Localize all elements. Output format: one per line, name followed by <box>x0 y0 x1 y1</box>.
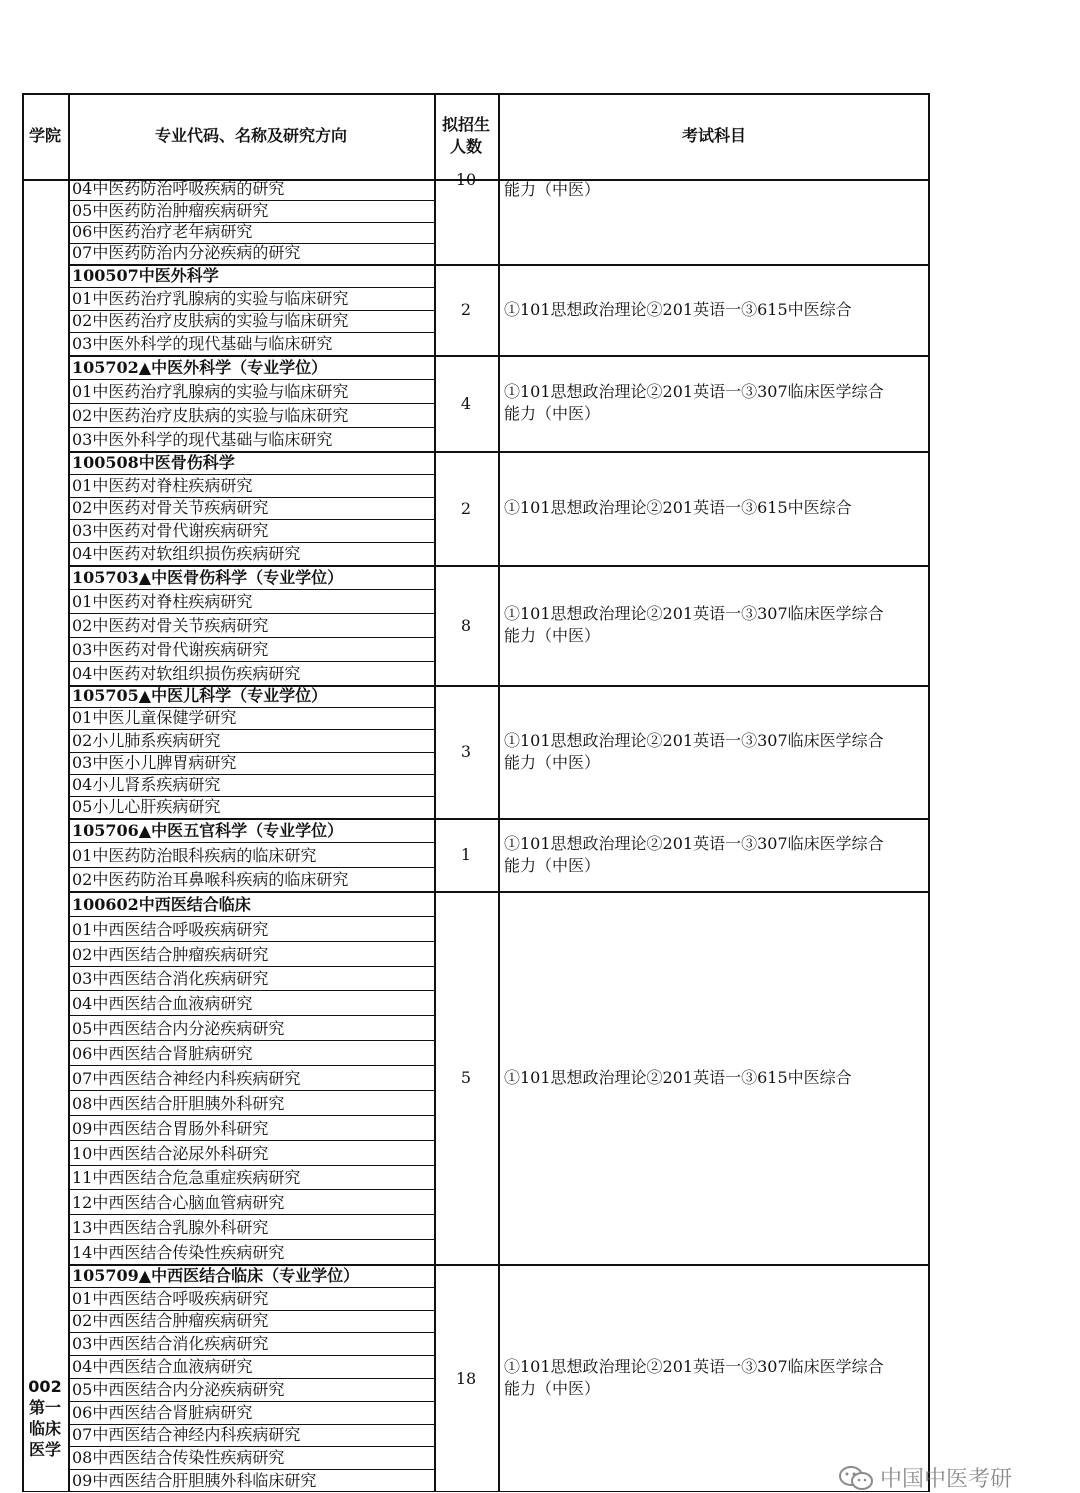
research-direction: 02中医药防治耳鼻喉科疾病的临床研究 <box>72 870 349 889</box>
research-direction: 09中西医结合肝胆胰外科临床研究 <box>72 1471 317 1490</box>
enrollment-count: 3 <box>460 742 472 761</box>
row-divider <box>70 941 434 942</box>
research-direction: 02中西医结合肿瘤疾病研究 <box>72 1311 269 1331</box>
exam-subject-line: ①101思想政治理论②201英语一③615中医综合 <box>504 1067 852 1087</box>
research-direction: 03中医药对骨代谢疾病研究 <box>72 521 269 541</box>
research-direction: 01中医儿童保健学研究 <box>72 708 237 728</box>
row-divider <box>70 1189 434 1190</box>
research-direction: 02中医药对骨关节疾病研究 <box>72 498 269 518</box>
row-divider <box>70 966 434 967</box>
research-direction: 04中西医结合血液病研究 <box>72 994 253 1014</box>
table-border-top <box>22 93 930 95</box>
research-direction: 01中医药防治眼科疾病的临床研究 <box>72 845 317 865</box>
research-direction: 02中医药治疗皮肤病的实验与临床研究 <box>72 406 349 425</box>
research-direction: 09中西医结合胃肠外科研究 <box>72 1118 269 1138</box>
header-count <box>434 93 498 179</box>
exam-subjects <box>504 833 884 877</box>
header-major: 专业代码、名称及研究方向 <box>154 126 347 145</box>
research-direction: 07中西医结合神经内科疾病研究 <box>72 1068 301 1088</box>
watermark <box>838 1462 1012 1493</box>
research-direction: 13中西医结合乳腺外科研究 <box>72 1218 269 1238</box>
exam-cell <box>504 891 926 1264</box>
row-divider <box>70 1378 434 1379</box>
research-direction: 04中医药防治呼吸疾病的研究 <box>72 179 285 199</box>
exam-cell <box>504 179 926 205</box>
row-divider <box>70 1015 434 1016</box>
row-divider <box>70 1239 434 1240</box>
college-name-2: 临床 <box>28 1419 61 1438</box>
row-divider <box>70 867 434 868</box>
research-direction: 03中医药对骨代谢疾病研究 <box>72 640 269 659</box>
row-divider <box>70 1401 434 1402</box>
exam-subject-line: 能力（中医） <box>504 1379 601 1398</box>
exam-cell <box>504 565 926 685</box>
research-direction: 08中西医结合传染性疾病研究 <box>72 1448 285 1468</box>
enrollment-count: 10 <box>455 169 477 189</box>
enrollment-count: 1 <box>460 845 472 864</box>
wechat-icon <box>838 1465 874 1491</box>
row-divider <box>70 427 434 428</box>
research-direction: 14中西医结合传染性疾病研究 <box>72 1243 285 1262</box>
exam-subjects <box>504 381 884 425</box>
research-direction: 01中医药对脊柱疾病研究 <box>72 592 253 611</box>
row-divider <box>70 1065 434 1066</box>
row-divider <box>70 1090 434 1091</box>
col-divider-3 <box>498 93 500 1492</box>
research-direction: 08中西医结合肝胆胰外科研究 <box>72 1093 285 1113</box>
exam-subject-line: 能力（中医） <box>504 404 601 423</box>
table-border-left <box>22 93 24 1492</box>
major-title: 105705▲中医儿科学（专业学位） <box>72 686 328 706</box>
row-divider <box>70 1287 434 1288</box>
row-divider <box>70 403 434 404</box>
enrollment-count: 18 <box>455 1368 477 1388</box>
row-divider <box>70 916 434 917</box>
research-direction: 03中医小儿脾胃病研究 <box>72 752 237 772</box>
research-direction: 06中西医结合肾脏病研究 <box>72 1044 253 1064</box>
major-title: 100508中医骨伤科学 <box>72 452 235 472</box>
row-divider <box>70 1115 434 1116</box>
research-direction: 03中西医结合消化疾病研究 <box>72 1334 269 1354</box>
exam-subject-line: 能力（中医） <box>504 752 601 772</box>
enrollment-count: 8 <box>460 615 472 635</box>
exam-cell <box>504 818 926 891</box>
exam-subjects <box>504 1356 884 1400</box>
enrollment-count: 2 <box>460 498 472 518</box>
row-divider <box>70 474 434 475</box>
research-direction: 01中西医结合呼吸疾病研究 <box>72 919 269 939</box>
exam-subjects <box>504 299 852 321</box>
research-direction: 06中西医结合肾脏病研究 <box>72 1402 253 1422</box>
research-direction: 12中西医结合心脑血管病研究 <box>72 1193 285 1213</box>
research-direction: 03中西医结合消化疾病研究 <box>72 969 269 989</box>
exam-subject-line: 能力（中医） <box>504 180 601 199</box>
research-direction: 01中医药治疗乳腺病的实验与临床研究 <box>72 382 349 401</box>
major-title: 105706▲中医五官科学（专业学位） <box>72 821 344 841</box>
research-direction: 10中西医结合泌尿外科研究 <box>72 1143 269 1163</box>
row-divider <box>70 1165 434 1166</box>
research-direction: 05中西医结合内分泌疾病研究 <box>72 1019 285 1039</box>
research-direction: 04小儿肾系疾病研究 <box>72 774 221 794</box>
row-divider <box>70 287 434 288</box>
research-direction: 04中西医结合血液病研究 <box>72 1357 253 1376</box>
row-divider <box>70 661 434 662</box>
exam-cell <box>504 685 926 818</box>
college-label <box>22 1376 68 1460</box>
admissions-table <box>22 93 930 1492</box>
major-title: 105702▲中医外科学（专业学位） <box>72 358 328 377</box>
research-direction: 03中医外科学的现代基础与临床研究 <box>72 430 333 449</box>
exam-subject-line: 能力（中医） <box>504 855 601 875</box>
col-divider-1 <box>68 93 70 1492</box>
row-divider <box>70 1214 434 1215</box>
exam-cell <box>504 451 926 565</box>
row-divider <box>70 990 434 991</box>
research-direction: 04中医药对软组织损伤疾病研究 <box>72 664 301 683</box>
college-code: 002 <box>28 1377 62 1396</box>
research-direction: 01中医药对脊柱疾病研究 <box>72 475 253 495</box>
research-direction: 02中西医结合肿瘤疾病研究 <box>72 944 269 964</box>
exam-subject-line: ①101思想政治理论②201英语一③307临床医学综合 <box>504 382 884 401</box>
college-name-3: 医学 <box>28 1440 61 1459</box>
header-exam: 考试科目 <box>681 126 746 145</box>
row-divider <box>70 1140 434 1141</box>
exam-subject-line: ①101思想政治理论②201英语一③307临床医学综合 <box>504 833 884 853</box>
row-divider <box>70 637 434 638</box>
row-divider <box>70 589 434 590</box>
college-name-1: 第一 <box>28 1398 61 1417</box>
table-border-right <box>928 93 930 1492</box>
exam-subject-line: ①101思想政治理论②201英语一③307临床医学综合 <box>504 1357 884 1376</box>
research-direction: 02中医药治疗皮肤病的实验与临床研究 <box>72 311 349 331</box>
research-direction: 01中医药治疗乳腺病的实验与临床研究 <box>72 288 349 308</box>
research-direction: 11中西医结合危急重症疾病研究 <box>72 1168 301 1188</box>
header-count-line2: 人数 <box>449 137 482 156</box>
watermark-text: 中国中医考研 <box>880 1467 1013 1492</box>
research-direction: 07中医药防治内分泌疾病的研究 <box>72 243 301 262</box>
enrollment-count: 4 <box>460 393 472 413</box>
exam-subject-line: ①101思想政治理论②201英语一③615中医综合 <box>504 299 852 319</box>
row-divider <box>70 613 434 614</box>
exam-cell <box>504 355 926 451</box>
research-direction: 04中医药对软组织损伤疾病研究 <box>72 544 301 563</box>
exam-subjects <box>504 179 600 201</box>
exam-subjects <box>504 730 884 774</box>
exam-subject-line: ①101思想政治理论②201英语一③307临床医学综合 <box>504 730 884 750</box>
exam-subject-line: 能力（中医） <box>504 626 601 645</box>
research-direction: 05中医药防治肿瘤疾病研究 <box>72 200 269 220</box>
row-divider <box>70 379 434 380</box>
research-direction: 02小儿肺系疾病研究 <box>72 730 221 750</box>
major-title: 100507中医外科学 <box>72 265 219 285</box>
exam-cell <box>504 264 926 355</box>
row-divider <box>70 1040 434 1041</box>
exam-subject-line: ①101思想政治理论②201英语一③307临床医学综合 <box>504 604 884 623</box>
major-title: 105703▲中医骨伤科学（专业学位） <box>72 568 344 587</box>
exam-cell <box>504 1264 926 1492</box>
row-divider <box>70 842 434 843</box>
research-direction: 05中西医结合内分泌疾病研究 <box>72 1379 285 1399</box>
major-title: 105709▲中西医结合临床（专业学位） <box>72 1265 360 1285</box>
exam-subjects <box>504 497 852 519</box>
exam-subjects <box>504 1067 852 1089</box>
research-direction: 02中医药对骨关节疾病研究 <box>72 616 269 635</box>
enrollment-count: 5 <box>460 1068 472 1087</box>
major-title: 100602中西医结合临床 <box>72 894 251 914</box>
research-direction: 05小儿心肝疾病研究 <box>72 797 221 816</box>
research-direction: 01中西医结合呼吸疾病研究 <box>72 1288 269 1308</box>
exam-subject-line: ①101思想政治理论②201英语一③615中医综合 <box>504 498 852 517</box>
research-direction: 03中医外科学的现代基础与临床研究 <box>72 334 333 353</box>
research-direction: 06中医药治疗老年病研究 <box>72 221 253 241</box>
exam-subjects <box>504 603 884 647</box>
research-direction: 07中西医结合神经内科疾病研究 <box>72 1425 301 1445</box>
header-count-line1: 拟招生 <box>441 115 490 134</box>
enrollment-count: 2 <box>460 300 472 319</box>
header-college: 学院 <box>28 126 61 145</box>
